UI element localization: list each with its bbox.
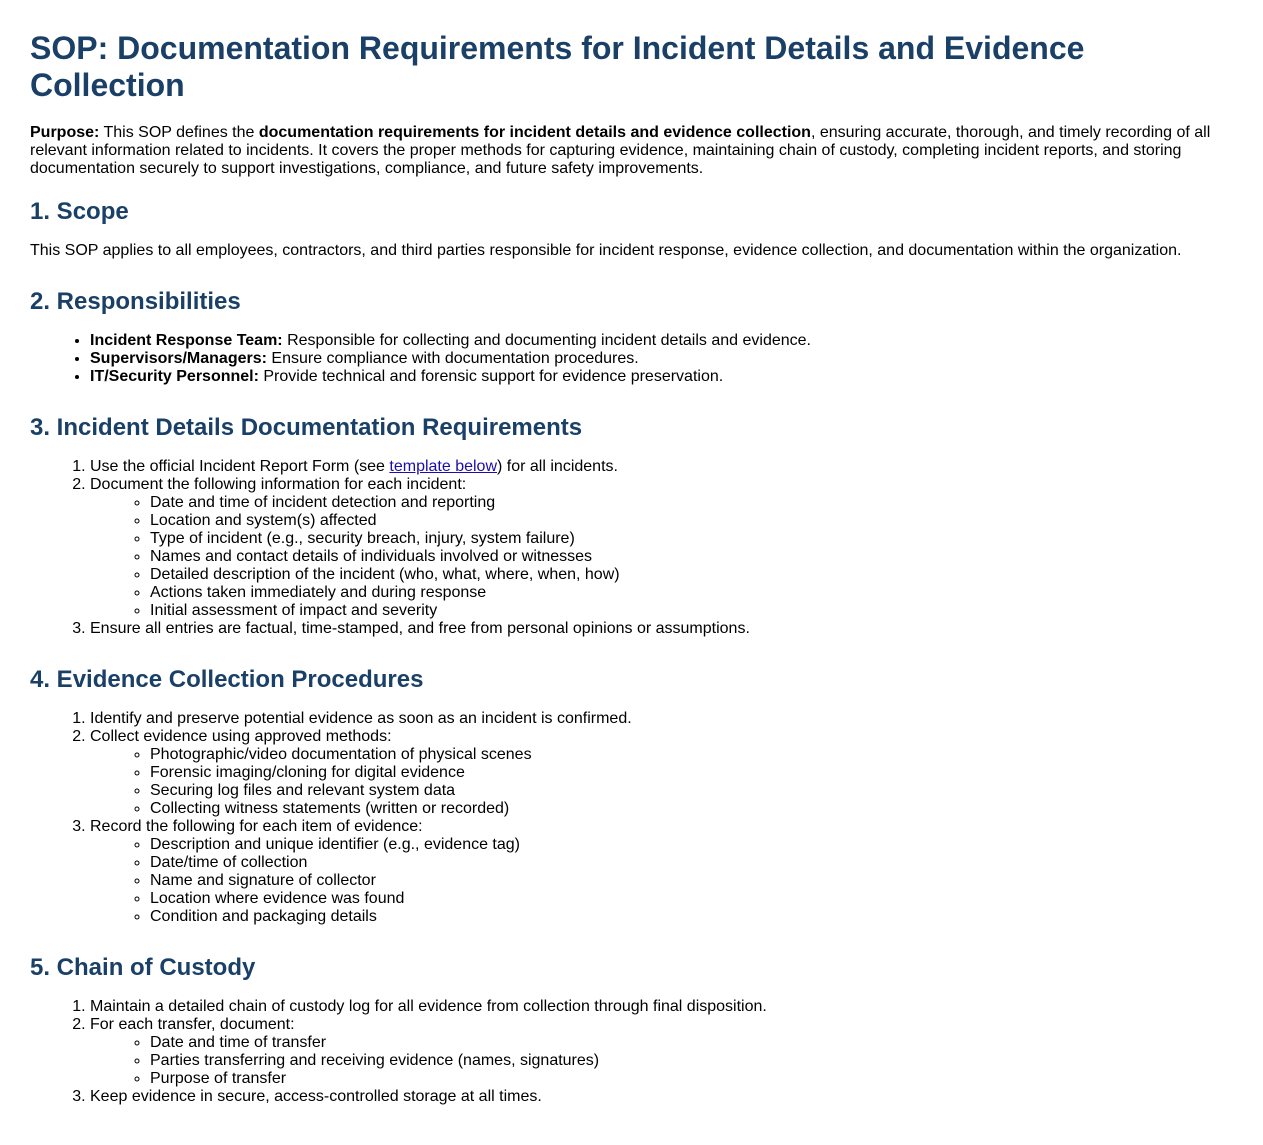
- custody-steps: [30, 998, 1233, 1106]
- list-item: ◦ Location where evidence was found: [150, 890, 1233, 908]
- step-text: Collect evidence using approved methods:: [90, 728, 392, 745]
- custody-transfer-list: [90, 1034, 1233, 1088]
- template-below-link[interactable]: template below: [389, 458, 498, 475]
- list-item: ◦ Initial assessment of impact and severity: [150, 602, 1233, 620]
- evidence-record-list: [90, 836, 1233, 926]
- responsibility-text: Ensure compliance with documentation procedures.: [266, 350, 639, 367]
- page-title: SOP: Documentation Requirements for Incident Details and Evidence Collection: [30, 30, 1085, 103]
- custody-heading: 5. Chain of Custody: [30, 954, 256, 981]
- list-item: ◦ Name and signature of collector: [150, 872, 1233, 890]
- purpose-label: Purpose:: [30, 124, 100, 141]
- purpose-text-2: , ensuring accurate, thorough, and timely recording of all relevant information related to incidents. It covers the proper methods for capturing evidence, maintaining chain of custody, completing incident reports, and storing documentation securely to support investigations, compliance, and future safety improvements.: [30, 124, 1211, 177]
- step-item: [90, 1016, 1233, 1088]
- step-text: For each transfer, document:: [90, 1016, 295, 1033]
- responsibility-item: [90, 332, 1233, 350]
- step-text: ) for all incidents.: [497, 458, 618, 475]
- responsibility-text: Provide technical and forensic support for evidence preservation.: [258, 368, 724, 385]
- responsibility-text: Responsible for collecting and documenting incident details and evidence.: [282, 332, 811, 349]
- step-item: 3. Keep evidence in secure, access-controlled storage at all times.: [90, 1088, 1233, 1106]
- purpose-emphasis: documentation requirements for incident details and evidence collection: [258, 124, 811, 141]
- step-item: [90, 728, 1233, 818]
- list-item: ◦ Type of incident (e.g., security breach, injury, system failure): [150, 530, 1233, 548]
- step-item: 3. Ensure all entries are factual, time-stamped, and free from personal opinions or assumptions.: [90, 620, 1233, 638]
- responsibilities-heading: 2. Responsibilities: [30, 288, 241, 315]
- step-item: [90, 458, 1233, 476]
- step-item: [90, 476, 1233, 620]
- list-item: ◦ Photographic/video documentation of physical scenes: [150, 746, 1233, 764]
- responsibilities-list: [30, 332, 1233, 386]
- list-item: ◦ Forensic imaging/cloning for digital evidence: [150, 764, 1233, 782]
- evidence-steps: [30, 710, 1233, 926]
- list-item: ◦ Collecting witness statements (written or recorded): [150, 800, 1233, 818]
- list-item: ◦ Parties transferring and receiving evidence (names, signatures): [150, 1052, 1233, 1070]
- list-item: ◦ Purpose of transfer: [150, 1070, 1233, 1088]
- responsibility-role: Supervisors/Managers:: [90, 350, 267, 367]
- evidence-heading: 4. Evidence Collection Procedures: [30, 666, 424, 693]
- evidence-methods-list: [90, 746, 1233, 818]
- purpose-text-1: This SOP defines the: [99, 124, 259, 141]
- list-item: ◦ Securing log files and relevant system data: [150, 782, 1233, 800]
- incident-details-steps: [30, 458, 1233, 638]
- list-item: ◦ Names and contact details of individuals involved or witnesses: [150, 548, 1233, 566]
- step-item: 1. Identify and preserve potential evidence as soon as an incident is confirmed.: [90, 710, 1233, 728]
- list-item: ◦ Detailed description of the incident (who, what, where, when, how): [150, 566, 1233, 584]
- list-item: ◦ Location and system(s) affected: [150, 512, 1233, 530]
- step-text: Record the following for each item of evidence:: [90, 818, 423, 835]
- step-text: Use the official Incident Report Form (see: [90, 458, 390, 475]
- step-text: Document the following information for each incident:: [90, 476, 467, 493]
- list-item: ◦ Condition and packaging details: [150, 908, 1233, 926]
- responsibility-item: [90, 350, 1233, 368]
- scope-heading: 1. Scope: [30, 198, 129, 225]
- list-item: ◦ Date/time of collection: [150, 854, 1233, 872]
- incident-details-heading: 3. Incident Details Documentation Requirements: [30, 414, 583, 441]
- responsibility-role: Incident Response Team:: [90, 332, 283, 349]
- list-item: ◦ Description and unique identifier (e.g., evidence tag): [150, 836, 1233, 854]
- responsibility-item: [90, 368, 1233, 386]
- purpose-paragraph: [30, 124, 1233, 178]
- list-item: ◦ Date and time of incident detection and reporting: [150, 494, 1233, 512]
- scope-text: This SOP applies to all employees, contractors, and third parties responsible for incident response, evidence collection, and documentation within the organization.: [30, 242, 1182, 259]
- list-item: ◦ Actions taken immediately and during response: [150, 584, 1233, 602]
- incident-info-list: [90, 494, 1233, 620]
- responsibility-role: IT/Security Personnel:: [90, 368, 259, 385]
- step-item: 1. Maintain a detailed chain of custody log for all evidence from collection through final disposition.: [90, 998, 1233, 1016]
- list-item: ◦ Date and time of transfer: [150, 1034, 1233, 1052]
- step-item: [90, 818, 1233, 926]
